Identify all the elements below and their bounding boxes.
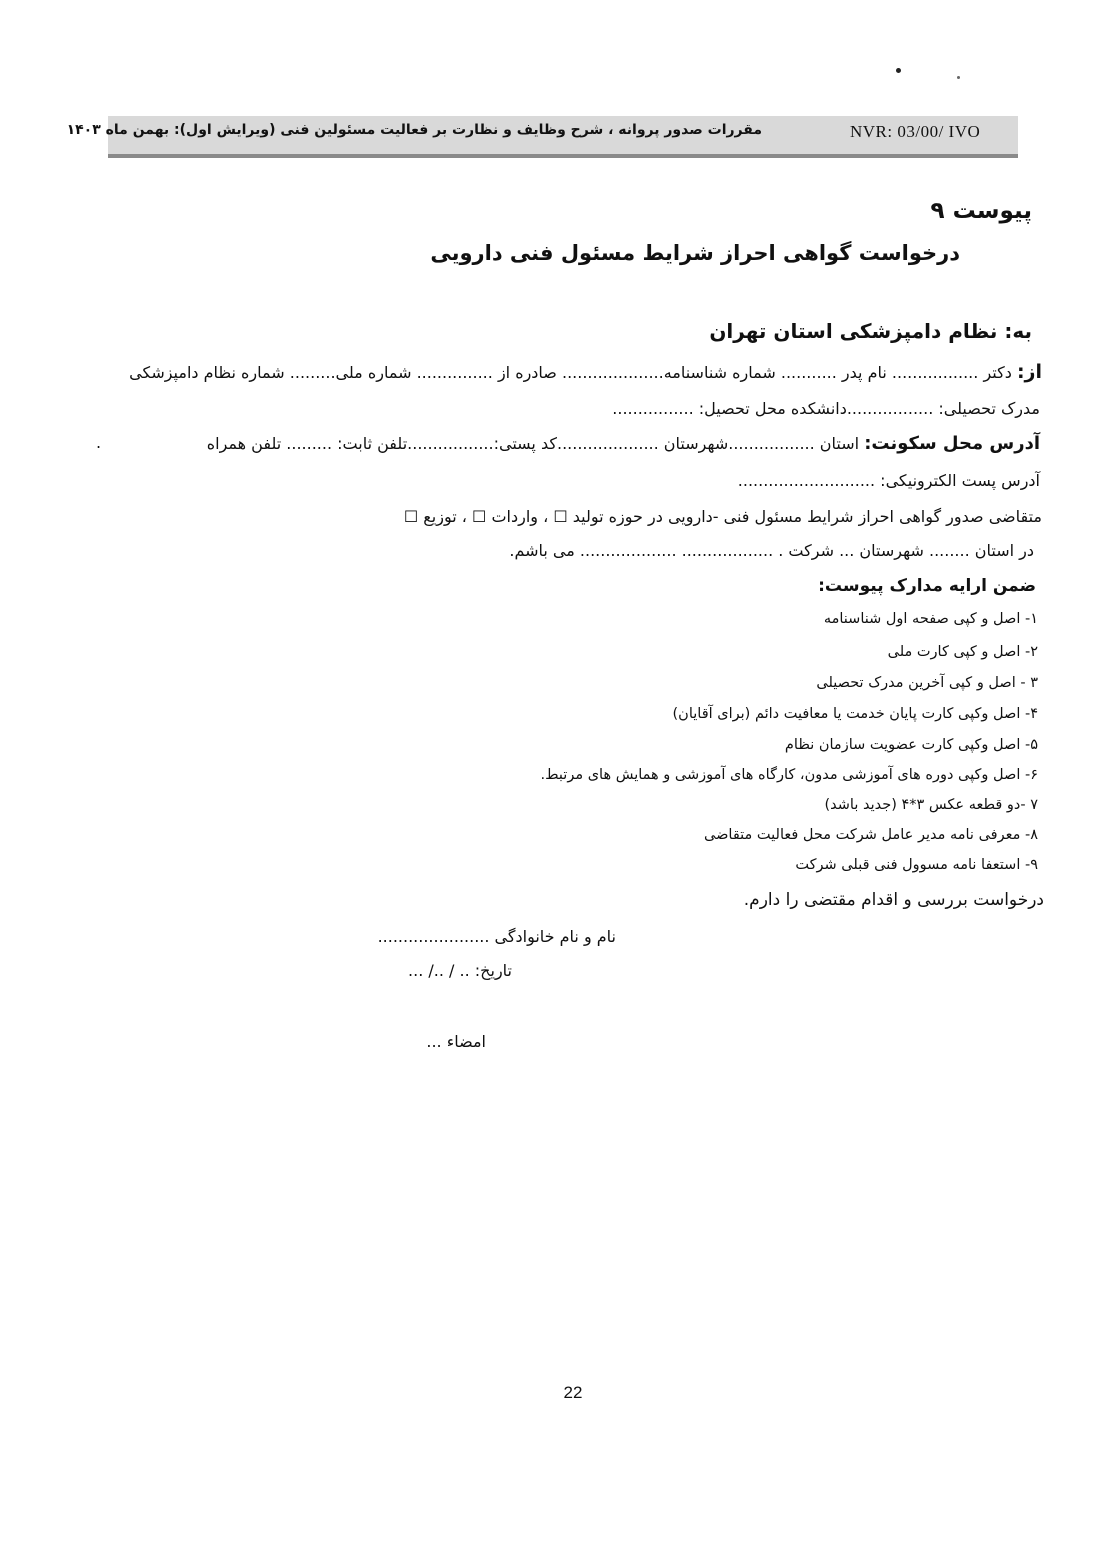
attachment-item: ۷ -دو قطعه عکس ۳*۴ (جدید باشد) xyxy=(824,797,1038,813)
email-line: آدرس پست الکترونیکی: ........................... xyxy=(737,471,1040,490)
scan-speck xyxy=(957,76,960,79)
page-number: 22 xyxy=(563,1383,583,1402)
attachment-item: ۶- اصل وکپی دوره های آموزشی مدون، کارگاه های آموزشی و همایش های مرتبط. xyxy=(540,767,1038,783)
date-line: تاریخ: .. / ../ ... xyxy=(408,961,512,980)
attachment-item: ۱- اصل و کپی صفحه اول شناسنامه xyxy=(823,611,1038,627)
address-label: آدرس محل سکونت: xyxy=(864,433,1040,454)
education-line: مدرک تحصیلی: .................دانشکده محل تحصیل: ................ xyxy=(612,399,1040,418)
attachment-item: ۲- اصل و کپی کارت ملی xyxy=(887,644,1038,660)
attachment-item: ۹- استعفا نامه مسوول فنی قبلی شرکت xyxy=(795,857,1038,873)
closing-line: درخواست بررسی و اقدام مقتضی را دارم. xyxy=(743,890,1044,910)
attachments-heading: ضمن ارایه مدارک پیوست: xyxy=(818,576,1036,596)
attachment-item: ۸- معرفی نامه مدیر عامل شرکت محل فعالیت متقاضی xyxy=(704,827,1038,843)
scan-speck xyxy=(896,68,901,73)
request-line: متقاضی صدور گواهی احراز شرایط مسئول فنی -دارویی در حوزه تولید ☐ ، واردات ☐ ، توزیع ☐ xyxy=(403,507,1042,526)
document-code: NVR: 03/00/ IVO xyxy=(850,122,981,141)
address-line xyxy=(207,433,1040,454)
name-line: نام و نام خانوادگی ...................... xyxy=(377,927,616,946)
location-line: در استان ........ شهرستان ... شرکت . .................. ................... می باشم. xyxy=(509,541,1034,560)
attachment-item: ۳ - اصل و کپی آخرین مدرک تحصیلی xyxy=(816,675,1038,691)
appendix-title: پیوست ۹ xyxy=(930,198,1032,224)
address-trailing-dot: . xyxy=(96,433,102,452)
attachment-item: ۴- اصل وکپی کارت پایان خدمت یا معافیت دائم (برای آقایان) xyxy=(672,706,1038,722)
recipient-line: به: نظام دامپزشکی استان تهران xyxy=(709,319,1032,343)
from-line xyxy=(129,361,1042,383)
attachment-item: ۵- اصل وکپی کارت عضویت سازمان نظام xyxy=(784,737,1038,753)
form-title: درخواست گواهی احراز شرایط مسئول فنی دارویی xyxy=(430,241,960,265)
from-label: از: xyxy=(1016,361,1042,383)
signature-line: امضاء ... xyxy=(426,1032,486,1051)
address-fields: استان .................شهرستان ....................کد پستی:.................تلفن ثابت: ......... تلفن همراه xyxy=(206,434,860,453)
header-title: مقررات صدور پروانه ، شرح وظایف و نظارت بر فعالیت مسئولین فنی (ویرایش اول): بهمن ماه ۱۴۰۳ xyxy=(66,122,762,138)
from-fields: دکتر ................. نام پدر ........... شماره شناسنامه.................... صادره از ............... شماره ملی......... شماره نظام دامپزشکی xyxy=(129,363,1012,382)
